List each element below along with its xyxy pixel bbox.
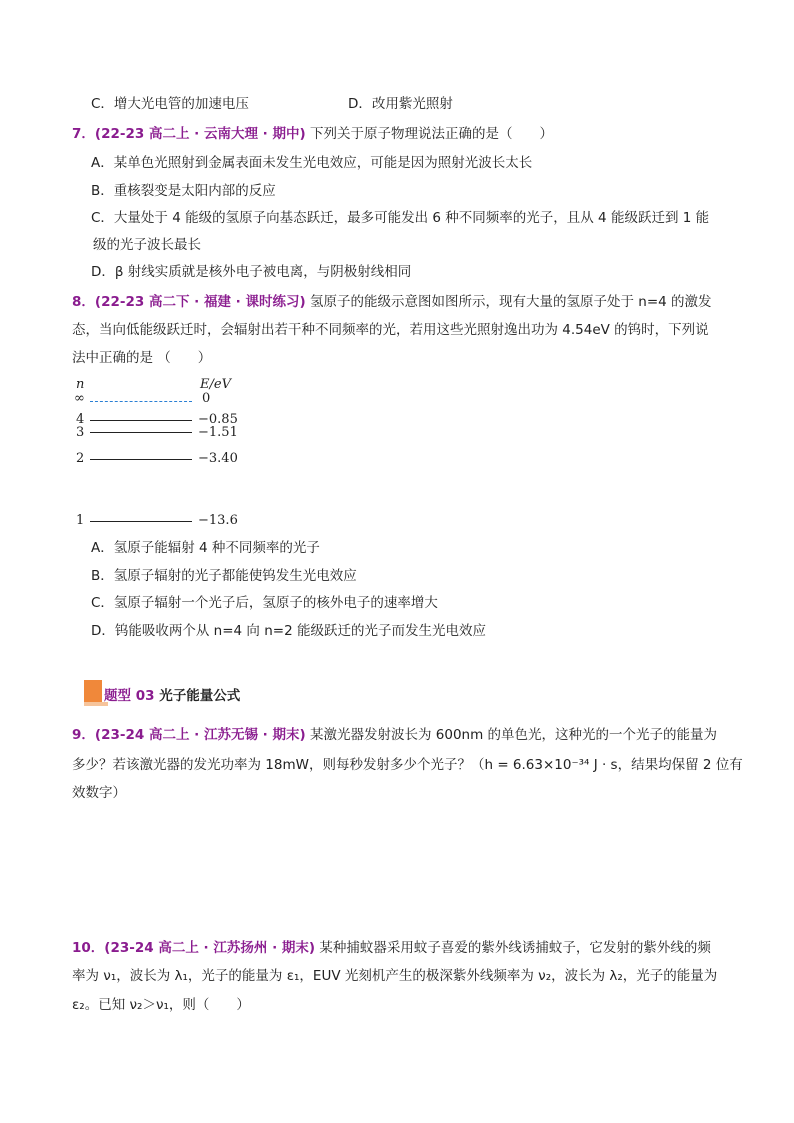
q8-option-b: B．氢原子辐射的光子都能使钨发生光电效应 [91, 568, 357, 584]
level-2-n: 2 [76, 451, 85, 466]
q7-header [72, 124, 553, 144]
level-2-e: −3.40 [198, 451, 238, 466]
q8-option-a: A．氢原子能辐射 4 种不同频率的光子 [91, 540, 320, 556]
q8-option-d: D．钨能吸收两个从 n=4 向 n=2 能级跃迁的光子而发生光电效应 [91, 623, 486, 639]
section-header [84, 680, 484, 710]
q10-source: (23-24 高二上 · 江苏扬州 · 期末) [104, 940, 316, 956]
level-inf-n: ∞ [74, 391, 85, 406]
level-inf-e: 0 [202, 391, 211, 406]
level-inf-line [90, 401, 192, 402]
q10-stem-line1: 某种捕蚊器采用蚊子喜爱的紫外线诱捕蚊子，它发射的紫外线的频 [319, 940, 711, 956]
q10-stem-line2: 率为 ν₁，波长为 λ₁，光子的能量为 ε₁，EUV 光刻机产生的极深紫外线频率为 ν₂，波长为 λ₂，光子的能量为 [72, 968, 718, 984]
energy-axis-label: E/eV [200, 377, 231, 392]
level-1-line [90, 521, 192, 522]
section-title-text: 光子能量公式 [159, 688, 241, 704]
q7-option-c-line1: C．大量处于 4 能级的氢原子向基态跃迁，最多可能发出 6 种不同频率的光子，且从 4 能级跃迁到 1 能 [91, 210, 710, 226]
q8-stem-line3: 法中正确的是 （ ） [72, 350, 212, 366]
q6-option-d: D．改用紫光照射 [348, 96, 453, 112]
level-2-line [90, 459, 192, 460]
q7-number: 7． [72, 126, 95, 142]
q8-option-c: C．氢原子辐射一个光子后，氢原子的核外电子的速率增大 [91, 595, 438, 611]
q9-source: (23-24 高二上 · 江苏无锡 · 期末) [94, 727, 306, 743]
q8-stem-line2: 态，当向低能级跃迁时，会辐射出若干种不同频率的光，若用这些光照射逸出功为 4.54eV 的钨时，下列说 [72, 322, 709, 338]
q8-header [72, 292, 712, 312]
q6-option-c: C．增大光电管的加速电压 [91, 96, 249, 112]
q7-stem: 下列关于原子物理说法正确的是（ ） [309, 126, 553, 142]
q8-stem-line1: 氢原子的能级示意图如图所示，现有大量的氢原子处于 n=4 的激发 [309, 294, 712, 310]
q7-option-a: A．某单色光照射到金属表面未发生光电效应，可能是因为照射光波长太长 [91, 155, 533, 171]
level-1-e: −13.6 [198, 513, 238, 528]
q7-option-d: D．β 射线实质就是核外电子被电离，与阴极射线相同 [91, 264, 412, 280]
q10-stem-line3: ε₂。已知 ν₂＞ν₁，则（ ） [72, 997, 250, 1013]
q7-option-c-line2: 级的光子波长最长 [93, 237, 201, 253]
q9-header [72, 725, 717, 745]
level-4-e: −0.85 [198, 412, 238, 427]
level-1-n: 1 [76, 513, 85, 528]
q10-number: 10． [72, 940, 105, 956]
q8-source: (22-23 高二下 · 福建 · 课时练习) [94, 294, 306, 310]
section-title [104, 684, 240, 704]
q10-header [72, 938, 711, 958]
level-3-line [90, 432, 192, 433]
n-axis-label: n [76, 377, 85, 392]
q9-number: 9． [72, 727, 95, 743]
q7-option-b: B．重核裂变是太阳内部的反应 [91, 183, 276, 199]
q9-stem-line3: 效数字） [72, 785, 126, 801]
q9-stem-line2: 多少？若该激光器的发光功率为 18mW，则每秒发射多少个光子？（h = 6.63×10⁻³⁴ J · s，结果均保留 2 位有 [72, 757, 743, 773]
section-marker [84, 680, 102, 702]
level-3-e: −1.51 [198, 425, 238, 440]
q9-stem-line1: 某激光器发射波长为 600nm 的单色光，这种光的一个光子的能量为 [309, 727, 718, 743]
level-4-line [90, 420, 192, 421]
level-4-n: 4 [76, 412, 85, 427]
section-tag: 题型 03 [104, 688, 155, 704]
q8-number: 8． [72, 294, 95, 310]
energy-level-diagram [70, 374, 270, 534]
q7-source: (22-23 高二上 · 云南大理 · 期中) [94, 126, 306, 142]
level-3-n: 3 [76, 425, 85, 440]
